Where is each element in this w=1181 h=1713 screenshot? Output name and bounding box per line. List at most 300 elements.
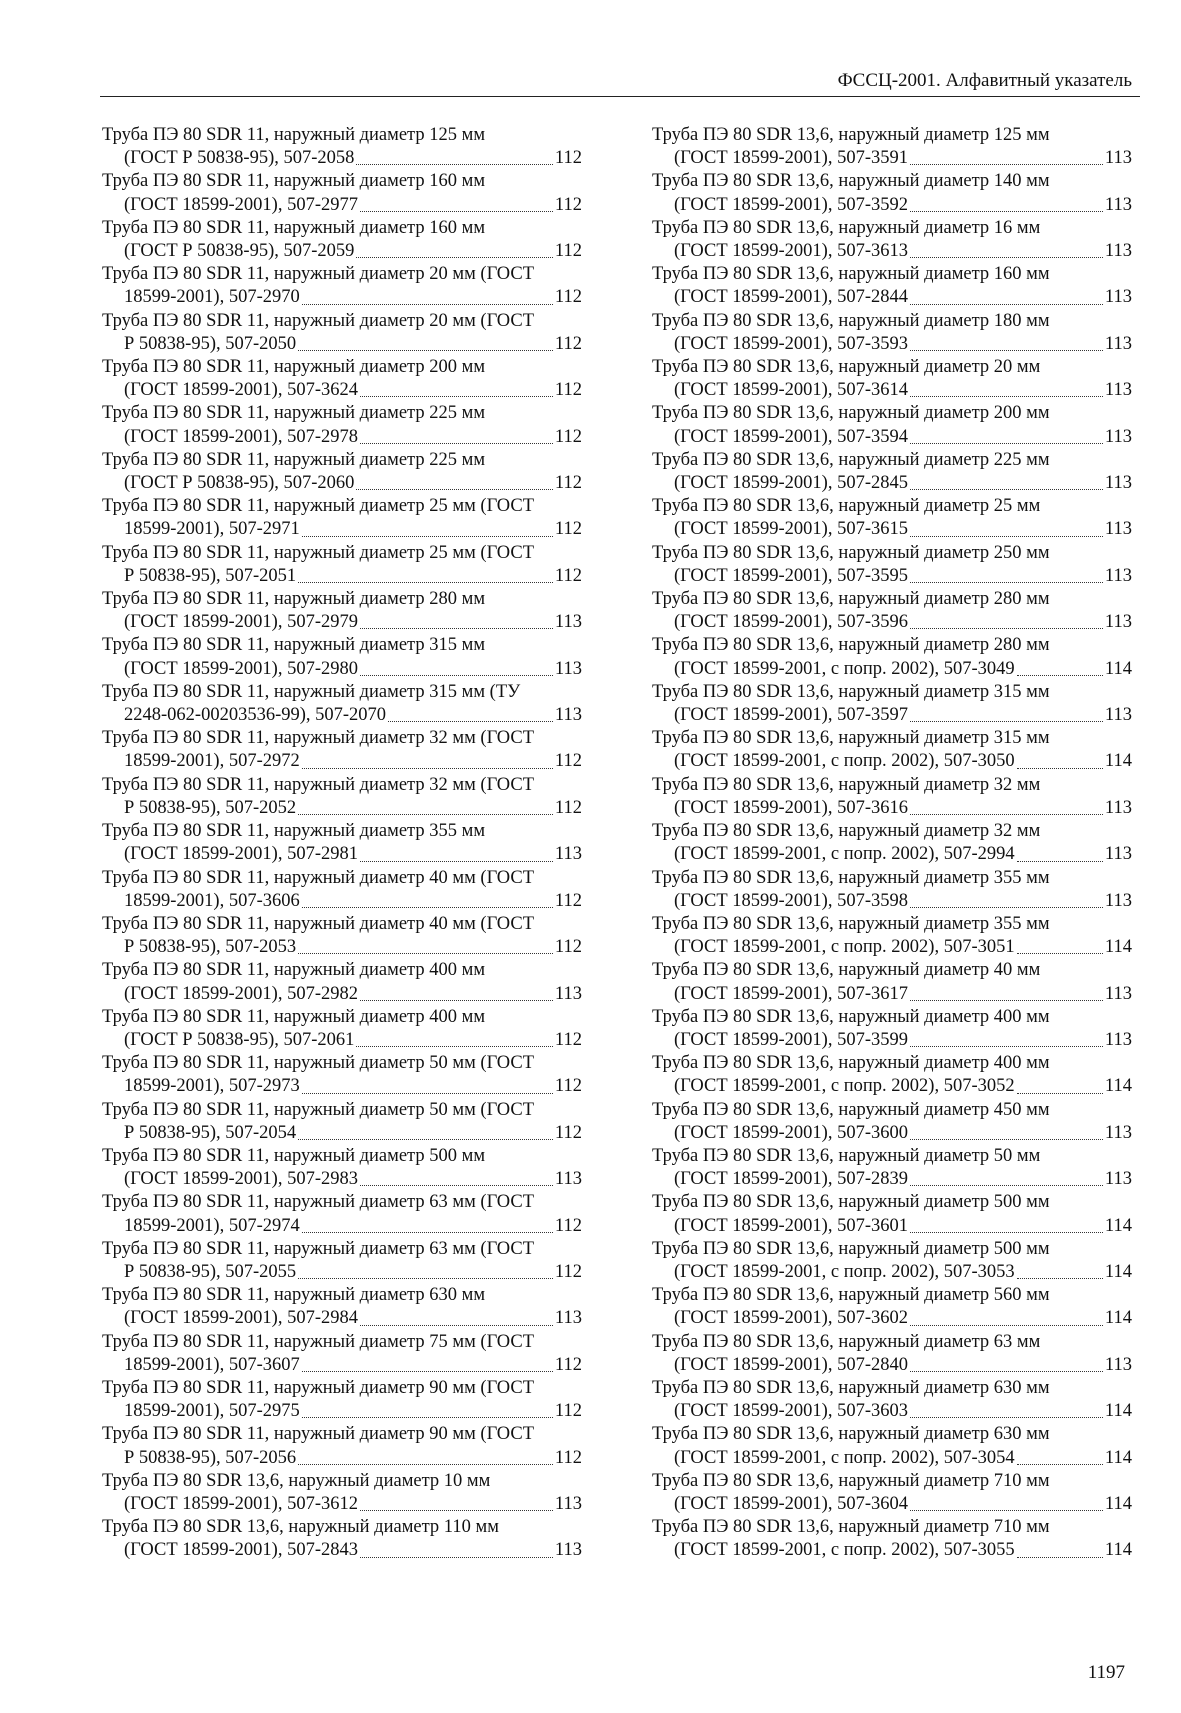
dot-leader [910,1510,1103,1511]
entry-reference-line [102,750,582,773]
entry-title: Труба ПЭ 80 SDR 13,6, наружный диаметр 315 мм [652,681,1050,702]
entry-title: Труба ПЭ 80 SDR 13,6, наружный диаметр 400 мм [652,1006,1050,1027]
entry-title: Труба ПЭ 80 SDR 13,6, наружный диаметр 280 мм [652,635,1050,656]
dot-leader [360,1000,553,1001]
index-entry [652,217,1132,263]
entry-page-number: 113 [1104,983,1132,1004]
entry-page-number: 112 [554,333,582,354]
dot-leader [910,1371,1103,1372]
entry-reference: (ГОСТ Р 50838-95), 507-2058 [124,148,355,169]
index-entry [102,1099,582,1145]
entry-reference: 18599-2001), 507-2974 [124,1215,300,1236]
index-entry [652,1145,1132,1191]
index-entry [102,217,582,263]
entry-title: Труба ПЭ 80 SDR 11, наружный диаметр 500 мм [102,1145,486,1166]
entry-reference: (ГОСТ 18599-2001), 507-3602 [674,1308,908,1329]
entry-reference: (ГОСТ 18599-2001), 507-2843 [124,1540,358,1561]
entry-page-number: 113 [1104,1029,1132,1050]
entry-page-number: 113 [1104,1354,1132,1375]
entry-title: Труба ПЭ 80 SDR 13,6, наружный диаметр 160 мм [652,264,1050,285]
index-entry [102,1052,582,1098]
dot-leader [302,1093,553,1094]
index-entry [102,588,582,634]
entry-reference-line [102,1122,582,1145]
index-entry [652,1331,1132,1377]
entry-title: Труба ПЭ 80 SDR 13,6, наружный диаметр 500 мм [652,1238,1050,1259]
index-entry [102,356,582,402]
entry-reference-line [102,983,582,1006]
entry-page-number: 112 [554,1076,582,1097]
entry-title: Труба ПЭ 80 SDR 13,6, наружный диаметр 40 мм [652,960,1041,981]
entry-reference-line [102,426,582,449]
entry-title: Труба ПЭ 80 SDR 11, наружный диаметр 160 мм [102,171,486,192]
entry-reference-line [102,1261,582,1284]
dot-leader [356,1046,553,1047]
entry-page-number: 113 [1104,194,1132,215]
index-entry [102,913,582,959]
entry-title: Труба ПЭ 80 SDR 11, наружный диаметр 315 мм (ТУ [102,681,521,702]
entry-reference-line [102,565,582,588]
dot-leader [302,1371,553,1372]
dot-leader [910,304,1103,305]
entry-page-number: 113 [1104,333,1132,354]
entry-page-number: 113 [554,658,582,679]
entry-reference-line [102,890,582,913]
entry-page-number: 113 [1104,705,1132,726]
entry-page-number: 113 [1104,241,1132,262]
entry-page-number: 112 [554,797,582,818]
index-entry [652,402,1132,448]
entry-reference-line [102,1168,582,1191]
index-entry [652,727,1132,773]
entry-page-number: 113 [554,983,582,1004]
entry-title: Труба ПЭ 80 SDR 13,6, наружный диаметр 280 мм [652,589,1050,610]
entry-reference-line [652,890,1132,913]
entry-reference: (ГОСТ 18599-2001), 507-2983 [124,1169,358,1190]
index-entry [652,1470,1132,1516]
entry-title: Труба ПЭ 80 SDR 13,6, наружный диаметр 710 мм [652,1470,1050,1491]
header-title: ФССЦ-2001. Алфавитный указатель [837,70,1132,91]
index-entry [652,1516,1132,1562]
entry-reference: (ГОСТ 18599-2001, с попр. 2002), 507-3055 [674,1540,1015,1561]
dot-leader [356,489,553,490]
entry-title: Труба ПЭ 80 SDR 11, наружный диаметр 20 мм (ГОСТ [102,310,535,331]
page-number: 1197 [1087,1662,1125,1683]
entry-title: Труба ПЭ 80 SDR 11, наружный диаметр 75 мм (ГОСТ [102,1331,535,1352]
entry-reference: (ГОСТ 18599-2001), 507-3592 [674,194,908,215]
entry-page-number: 112 [554,426,582,447]
entry-reference: (ГОСТ 18599-2001), 507-3614 [674,380,908,401]
dot-leader [910,536,1103,537]
index-entry [102,774,582,820]
entry-page-number: 112 [554,1261,582,1282]
dot-leader [360,675,553,676]
entry-reference-line [652,1122,1132,1145]
entry-title: Труба ПЭ 80 SDR 11, наружный диаметр 20 мм (ГОСТ [102,264,535,285]
index-entry [652,124,1132,170]
entry-reference-line [102,1354,582,1377]
entry-page-number: 114 [1104,1493,1132,1514]
entry-reference-line [652,333,1132,356]
entry-reference: Р 50838-95), 507-2054 [124,1122,297,1143]
entry-reference: (ГОСТ 18599-2001), 507-3613 [674,241,908,262]
entry-reference-line [102,194,582,217]
entry-reference-line [652,658,1132,681]
entry-title: Труба ПЭ 80 SDR 13,6, наружный диаметр 10 мм [102,1470,491,1491]
dot-leader [910,1000,1103,1001]
entry-title: Труба ПЭ 80 SDR 13,6, наружный диаметр 20 мм [652,357,1041,378]
entry-title: Труба ПЭ 80 SDR 11, наружный диаметр 400 мм [102,1006,486,1027]
dot-leader [302,768,553,769]
entry-title: Труба ПЭ 80 SDR 13,6, наружный диаметр 450 мм [652,1099,1050,1120]
index-entry [102,1284,582,1330]
entry-reference: (ГОСТ 18599-2001), 507-2979 [124,612,358,633]
index-entry [102,1191,582,1237]
entry-title: Труба ПЭ 80 SDR 11, наружный диаметр 50 мм (ГОСТ [102,1053,535,1074]
entry-page-number: 112 [554,1401,582,1422]
entry-reference-line [102,286,582,309]
entry-title: Труба ПЭ 80 SDR 11, наружный диаметр 125 мм [102,125,486,145]
entry-title: Труба ПЭ 80 SDR 13,6, наружный диаметр 355 мм [652,913,1050,934]
dot-leader [360,396,553,397]
index-entry [102,681,582,727]
dot-leader [910,628,1103,629]
entry-reference: Р 50838-95), 507-2056 [124,1447,297,1468]
entry-reference: (ГОСТ 18599-2001), 507-3596 [674,612,908,633]
entry-title: Труба ПЭ 80 SDR 13,6, наружный диаметр 630 мм [652,1424,1050,1445]
entry-reference-line [652,286,1132,309]
entry-page-number: 114 [1104,1261,1132,1282]
dot-leader [298,582,553,583]
entry-title: Труба ПЭ 80 SDR 13,6, наружный диаметр 16 мм [652,217,1041,238]
entry-reference-line [652,750,1132,773]
dot-leader [302,536,553,537]
entry-reference-line [102,1307,582,1330]
entry-title: Труба ПЭ 80 SDR 13,6, наружный диаметр 560 мм [652,1285,1050,1306]
index-entry [102,402,582,448]
entry-page-number: 112 [554,380,582,401]
entry-reference-line [652,1307,1132,1330]
dot-leader [302,907,553,908]
index-entry [102,634,582,680]
entry-page-number: 114 [1104,1401,1132,1422]
index-entry [652,913,1132,959]
entry-page-number: 112 [554,194,582,215]
index-entry [102,124,582,170]
entry-page-number: 112 [554,1029,582,1050]
entry-reference: (ГОСТ 18599-2001), 507-3600 [674,1122,908,1143]
entry-reference-line [652,1029,1132,1052]
entry-title: Труба ПЭ 80 SDR 13,6, наружный диаметр 50 мм [652,1145,1041,1166]
entry-title: Труба ПЭ 80 SDR 13,6, наружный диаметр 25 мм [652,496,1041,517]
entry-page-number: 112 [554,287,582,308]
index-entry [102,1238,582,1284]
entry-reference: (ГОСТ 18599-2001), 507-2984 [124,1308,358,1329]
entry-reference: (ГОСТ 18599-2001), 507-3599 [674,1029,908,1050]
dot-leader [1017,1464,1103,1465]
entry-reference-line [652,797,1132,820]
entry-reference-line [102,704,582,727]
entry-title: Труба ПЭ 80 SDR 11, наружный диаметр 90 мм (ГОСТ [102,1377,535,1398]
entry-reference: (ГОСТ 18599-2001, с попр. 2002), 507-3051 [674,937,1015,958]
entry-reference: (ГОСТ 18599-2001), 507-2982 [124,983,358,1004]
index-entry [652,170,1132,216]
entry-page-number: 113 [554,612,582,633]
entry-title: Труба ПЭ 80 SDR 13,6, наружный диаметр 315 мм [652,728,1050,749]
entry-reference: (ГОСТ 18599-2001), 507-3603 [674,1401,908,1422]
entry-reference-line [652,194,1132,217]
entry-reference: (ГОСТ 18599-2001, с попр. 2002), 507-3052 [674,1076,1015,1097]
entry-reference: (ГОСТ 18599-2001), 507-2978 [124,426,358,447]
index-entry [102,1516,582,1562]
entry-reference: (ГОСТ 18599-2001, с попр. 2002), 507-3049 [674,658,1015,679]
entry-title: Труба ПЭ 80 SDR 11, наружный диаметр 63 мм (ГОСТ [102,1192,535,1213]
entry-reference: (ГОСТ 18599-2001), 507-2981 [124,844,358,865]
dot-leader [910,582,1103,583]
dot-leader [910,350,1103,351]
index-entry [652,634,1132,680]
dot-leader [910,443,1103,444]
entry-page-number: 113 [554,844,582,865]
dot-leader [910,1139,1103,1140]
dot-leader [298,814,553,815]
entry-page-number: 113 [1104,844,1132,865]
entry-title: Труба ПЭ 80 SDR 11, наружный диаметр 40 мм (ГОСТ [102,913,535,934]
index-entry [652,1006,1132,1052]
entry-title: Труба ПЭ 80 SDR 11, наружный диаметр 90 мм (ГОСТ [102,1424,535,1445]
entry-page-number: 113 [1104,565,1132,586]
entry-page-number: 114 [1104,1076,1132,1097]
entry-reference-line [102,611,582,634]
entry-reference-line [102,240,582,263]
entry-reference-line [102,1447,582,1470]
dot-leader [360,211,553,212]
entry-reference-line [652,1215,1132,1238]
entry-reference: (ГОСТ 18599-2001), 507-3597 [674,705,908,726]
entry-reference: (ГОСТ 18599-2001), 507-2844 [674,287,908,308]
entry-title: Труба ПЭ 80 SDR 11, наружный диаметр 400 мм [102,960,486,981]
dot-leader [1017,675,1103,676]
entry-page-number: 113 [554,1540,582,1561]
index-entry [102,1423,582,1469]
dot-leader [356,164,553,165]
dot-leader [298,1464,553,1465]
entry-reference: Р 50838-95), 507-2051 [124,565,297,586]
entry-title: Труба ПЭ 80 SDR 13,6, наружный диаметр 32 мм [652,774,1041,795]
entry-title: Труба ПЭ 80 SDR 13,6, наружный диаметр 500 мм [652,1192,1050,1213]
entry-title: Труба ПЭ 80 SDR 11, наружный диаметр 315 мм [102,635,486,656]
entry-page-number: 113 [1104,473,1132,494]
dot-leader [298,953,553,954]
index-entry [652,1052,1132,1098]
index-entry [102,170,582,216]
dot-leader [302,1417,553,1418]
entry-page-number: 112 [554,565,582,586]
entry-reference-line [652,1261,1132,1284]
entry-reference-line [102,1215,582,1238]
entry-reference-line [652,472,1132,495]
index-entry [102,1145,582,1191]
entry-reference-line [102,658,582,681]
entry-reference-line [652,379,1132,402]
entry-title: Труба ПЭ 80 SDR 13,6, наружный диаметр 250 мм [652,542,1050,563]
index-entry [102,495,582,541]
entry-reference: (ГОСТ 18599-2001), 507-3591 [674,148,908,169]
index-entry [652,1191,1132,1237]
entry-page-number: 113 [1104,1122,1132,1143]
entry-reference-line [102,936,582,959]
entry-reference: (ГОСТ 18599-2001), 507-3624 [124,380,358,401]
entry-title: Труба ПЭ 80 SDR 13,6, наружный диаметр 400 мм [652,1053,1050,1074]
dot-leader [1017,1093,1103,1094]
dot-leader [1017,861,1103,862]
entry-title: Труба ПЭ 80 SDR 13,6, наружный диаметр 180 мм [652,310,1050,331]
entry-reference: (ГОСТ 18599-2001), 507-3598 [674,890,908,911]
entry-page-number: 113 [1104,287,1132,308]
entry-reference: Р 50838-95), 507-2052 [124,797,297,818]
entry-reference: (ГОСТ Р 50838-95), 507-2059 [124,241,355,262]
entry-page-number: 112 [554,751,582,772]
entry-reference: (ГОСТ 18599-2001), 507-2839 [674,1169,908,1190]
entry-title: Труба ПЭ 80 SDR 13,6, наружный диаметр 225 мм [652,449,1050,470]
entry-reference-line [652,1168,1132,1191]
entry-page-number: 113 [554,705,582,726]
dot-leader [360,1557,553,1558]
index-entry [652,1099,1132,1145]
entry-title: Труба ПЭ 80 SDR 11, наружный диаметр 160 мм [102,217,486,238]
entry-page-number: 112 [554,937,582,958]
entry-reference: (ГОСТ Р 50838-95), 507-2061 [124,1029,355,1050]
entry-reference-line [652,1400,1132,1423]
dot-leader [298,1139,553,1140]
entry-reference: Р 50838-95), 507-2053 [124,937,297,958]
entry-title: Труба ПЭ 80 SDR 13,6, наружный диаметр 200 мм [652,403,1050,424]
entry-page-number: 113 [554,1308,582,1329]
index-entry [652,959,1132,1005]
dot-leader [360,628,553,629]
entry-title: Труба ПЭ 80 SDR 11, наружный диаметр 40 мм (ГОСТ [102,867,535,888]
entry-reference: 18599-2001), 507-2970 [124,287,300,308]
entry-page-number: 113 [554,1169,582,1190]
entry-page-number: 112 [554,1215,582,1236]
entry-page-number: 113 [1104,612,1132,633]
index-entry [102,1470,582,1516]
entry-title: Труба ПЭ 80 SDR 13,6, наружный диаметр 63 мм [652,1331,1041,1352]
entry-reference-line [652,240,1132,263]
entry-page-number: 113 [554,1493,582,1514]
entry-page-number: 113 [1104,380,1132,401]
entry-reference-line [652,1075,1132,1098]
entry-page-number: 112 [554,1122,582,1143]
entry-reference-line [652,1539,1132,1562]
dot-leader [360,861,553,862]
entry-reference: (ГОСТ 18599-2001, с попр. 2002), 507-3050 [674,751,1015,772]
index-entry [102,310,582,356]
index-entry [652,263,1132,309]
entry-title: Труба ПЭ 80 SDR 13,6, наружный диаметр 355 мм [652,867,1050,888]
index-entry [102,820,582,866]
dot-leader [302,1232,553,1233]
entry-reference: 18599-2001), 507-2973 [124,1076,300,1097]
entry-reference-line [102,147,582,170]
entry-title: Труба ПЭ 80 SDR 11, наружный диаметр 25 мм (ГОСТ [102,542,535,563]
entry-title: Труба ПЭ 80 SDR 11, наружный диаметр 25 мм (ГОСТ [102,496,535,517]
entry-reference-line [652,147,1132,170]
entry-reference: 18599-2001), 507-2972 [124,751,300,772]
entry-page-number: 114 [1104,1215,1132,1236]
entry-reference: (ГОСТ Р 50838-95), 507-2060 [124,473,355,494]
dot-leader [910,721,1103,722]
entry-reference: Р 50838-95), 507-2050 [124,333,297,354]
index-entry [652,1284,1132,1330]
entry-title: Труба ПЭ 80 SDR 13,6, наружный диаметр 125 мм [652,125,1050,145]
entry-reference-line [102,1075,582,1098]
entry-title: Труба ПЭ 80 SDR 11, наружный диаметр 50 мм (ГОСТ [102,1099,535,1120]
entry-reference: 18599-2001), 507-2975 [124,1401,300,1422]
entry-reference-line [102,379,582,402]
entry-page-number: 113 [1104,1169,1132,1190]
entry-reference-line [102,472,582,495]
entry-page-number: 114 [1104,751,1132,772]
entry-page-number: 112 [554,1354,582,1375]
index-entry [102,542,582,588]
dot-leader [910,211,1103,212]
index-entry [102,263,582,309]
dot-leader [1017,1278,1103,1279]
index-entry [652,356,1132,402]
entry-title: Труба ПЭ 80 SDR 13,6, наружный диаметр 32 мм [652,821,1041,842]
entry-reference: (ГОСТ 18599-2001), 507-2845 [674,473,908,494]
index-entry [652,1377,1132,1423]
index-entry [102,727,582,773]
entry-reference: (ГОСТ 18599-2001), 507-3595 [674,565,908,586]
entry-reference: (ГОСТ 18599-2001), 507-3616 [674,797,908,818]
index-entry [652,542,1132,588]
index-entry [102,1377,582,1423]
dot-leader [910,907,1103,908]
index-entry [652,681,1132,727]
entry-reference: (ГОСТ 18599-2001), 507-3615 [674,519,908,540]
entry-page-number: 112 [554,148,582,169]
entry-title: Труба ПЭ 80 SDR 11, наружный диаметр 225 мм [102,403,486,424]
entry-title: Труба ПЭ 80 SDR 13,6, наружный диаметр 140 мм [652,171,1050,192]
entry-reference-line [652,1447,1132,1470]
index-entry [652,310,1132,356]
index-entry [652,1423,1132,1469]
entry-page-number: 114 [1104,1447,1132,1468]
dot-leader [356,257,553,258]
index-entry [652,820,1132,866]
entry-title: Труба ПЭ 80 SDR 11, наружный диаметр 630 мм [102,1285,486,1306]
dot-leader [360,1185,553,1186]
entry-title: Труба ПЭ 80 SDR 11, наружный диаметр 280 мм [102,589,486,610]
entry-reference: (ГОСТ 18599-2001, с попр. 2002), 507-2994 [674,844,1015,865]
entry-reference-line [652,565,1132,588]
index-entry [652,867,1132,913]
entry-reference-line [652,611,1132,634]
entry-reference-line [102,1493,582,1516]
entry-reference-line [102,797,582,820]
entry-title: Труба ПЭ 80 SDR 11, наружный диаметр 225 мм [102,449,486,470]
index-entry [652,495,1132,541]
dot-leader [360,443,553,444]
entry-page-number: 114 [1104,1540,1132,1561]
dot-leader [910,396,1103,397]
index-entry [102,1331,582,1377]
entry-title: Труба ПЭ 80 SDR 11, наружный диаметр 200 мм [102,357,486,378]
entry-page-number: 112 [554,1447,582,1468]
entry-reference: (ГОСТ 18599-2001), 507-3612 [124,1493,358,1514]
